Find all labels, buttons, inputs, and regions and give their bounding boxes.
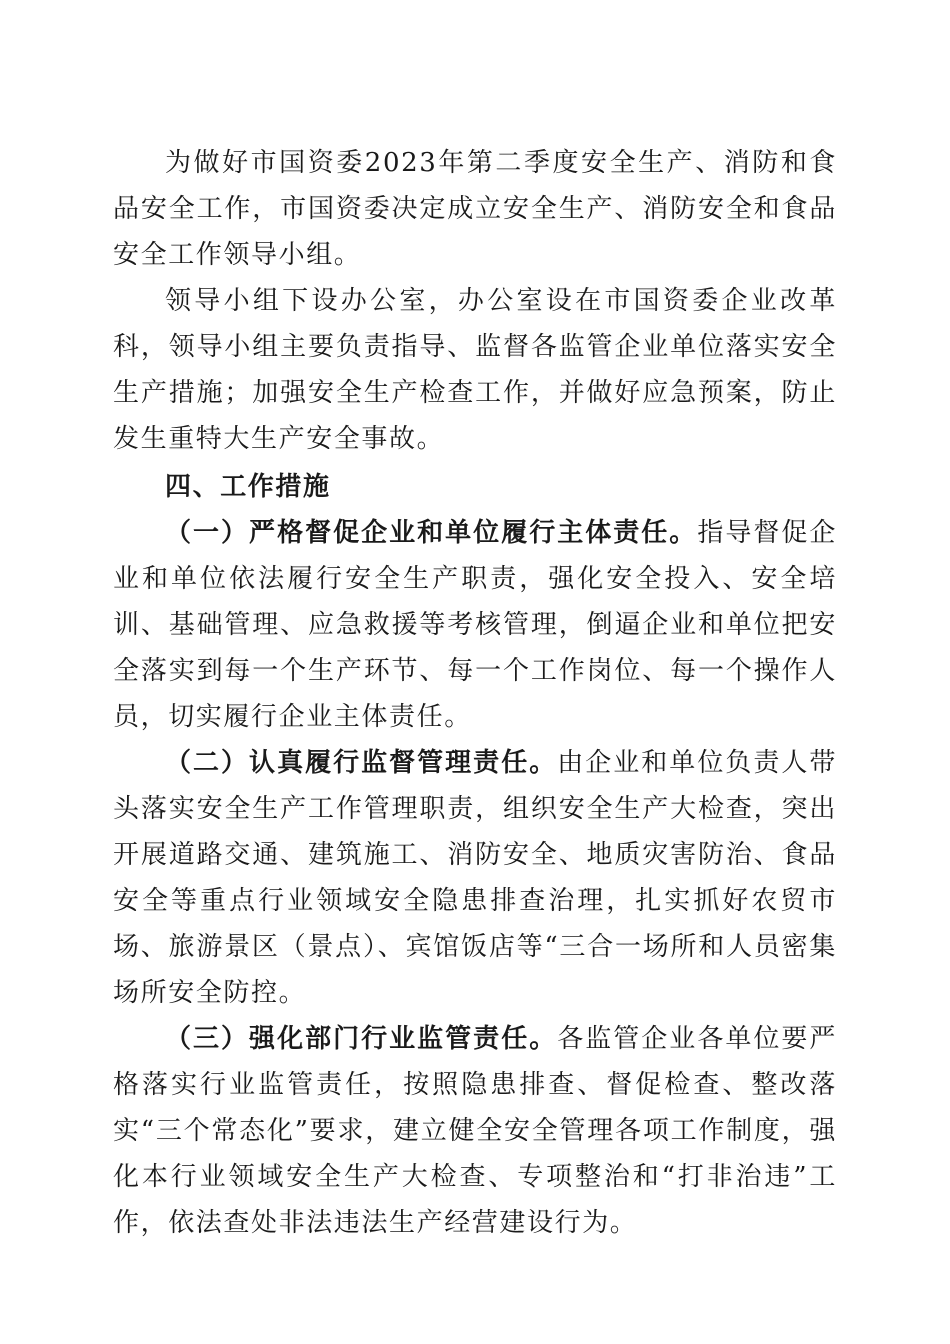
paragraph-office: 领导小组下设办公室，办公室设在市国资委企业改革科，领导小组主要负责指导、监督各监管企业单位落实安全生产措施；加强安全生产检查工作，并做好应急预案，防止发生重特大生产安全事故。 [113,286,837,454]
measure-2-body: 由企业和单位负责人带头落实安全生产工作管理职责，组织安全生产大检查，突出开展道路交通、建筑施工、消防安全、地质灾害防治、食品安全等重点行业领域安全隐患排查治理，扎实抓好农贸市场、旅游景区（景点）、宾馆饭店等“三合一场所和人员密集场所安全防控。 [113,748,837,1008]
paragraph-intro: 为做好市国资委2023年第二季度安全生产、消防和食品安全工作，市国资委决定成立安全生产、消防安全和食品安全工作领导小组。 [113,148,837,270]
document-body [113,140,837,1246]
measure-2-title: （二）认真履行监督管理责任。 [165,748,558,778]
measure-3-title: （三）强化部门行业监管责任。 [165,1024,558,1054]
measure-1-body: 指导督促企业和单位依法履行安全生产职责，强化安全投入、安全培训、基础管理、应急救援等考核管理，倒逼企业和单位把安全落实到每一个生产环节、每一个工作岗位、每一个操作人员，切实履行企业主体责任。 [113,518,837,732]
measure-1 [113,510,837,740]
measure-2 [113,740,837,1016]
section-heading: 四、工作措施 [165,472,331,502]
measure-1-title: （一）严格督促企业和单位履行主体责任。 [165,518,698,548]
measure-3-body: 各监管企业各单位要严格落实行业监管责任，按照隐患排查、督促检查、整改落实“三个常态化”要求，建立健全安全管理各项工作制度，强化本行业领域安全生产大检查、专项整治和“打非治违”工作，依法查处非法违法生产经营建设行为。 [113,1024,837,1238]
measure-3 [113,1016,837,1246]
